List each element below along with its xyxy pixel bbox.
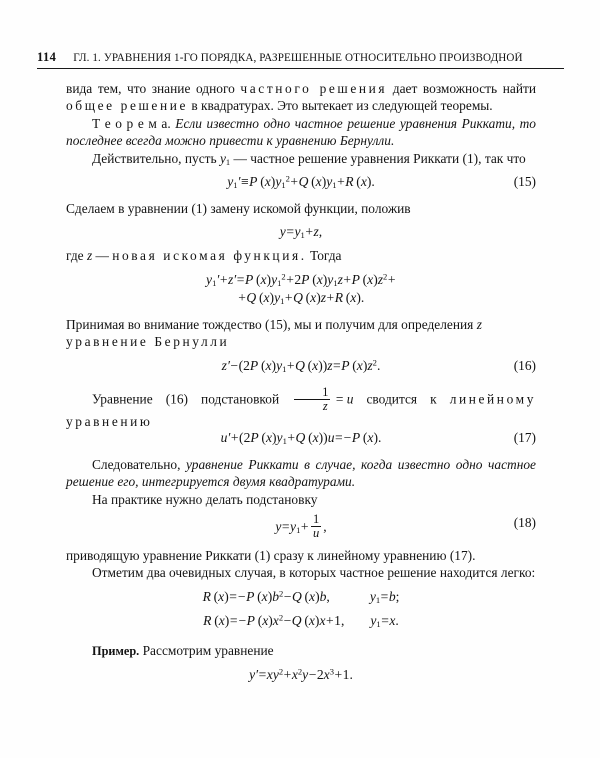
fraction-denominator: z [294,399,330,413]
running-head [37,50,564,69]
equation-18 [66,514,536,541]
var-y-subscript: 1 [225,156,231,167]
paragraph-bernoulli [66,316,536,351]
equation-case-1-lhs: R (x)=−P $(x)b^2-Q$ (x)b, [202,588,330,604]
paragraph-proof-start [66,150,536,167]
intro-emphasis-2: общее решение [66,98,189,114]
equation-16-number: (16) [513,357,536,373]
equation-expanded-line-1 [66,271,536,289]
equation-expanded-line-2 [66,289,536,307]
theorem-label: Т е о р е м а. [92,115,171,131]
equation-15-body: $y_1'\equiv P$ $(x)y_1^2+Q$ $(x)y_1+R$ (x). [227,173,375,191]
chapter-title: ГЛ. 1. УРАВНЕНИЯ 1-ГО ПОРЯДКА, РАЗРЕШЕННЫЕ ОТНОСИТЕЛЬНО ПРОИЗВОДНОЙ [73,52,523,64]
equation-case-1 [66,588,536,606]
proof-text-before: Действительно, пусть [92,150,220,166]
intro-text-1: вида тем, что знание одного [66,81,241,96]
equation-case-2-row [203,612,399,630]
equation-case-1-row [203,588,400,606]
paragraph-obvious-cases: Отметим два очевидных случая, в которых частное решение находится легко: [92,565,536,581]
inline-var-y1 [220,151,230,166]
equation-example-body: $y'=xy^2+x^2y-2x^3+1$. [249,666,353,683]
equation-substitution-body: $y=y_1+z$, [279,224,323,241]
equation-case-2-lhs: R (x)=−P $(x)x^2-Q$ (x)x+1, [203,612,345,628]
conclusion-text-before: Следовательно, [92,456,187,472]
new-function-after: Тогда [306,248,342,264]
new-function-before: где [66,248,87,264]
new-function-emphasis: новая искомая функция. [112,248,307,264]
bernoulli-text-before: Принимая во внимание тождество (15), мы и получим для определения [66,316,477,332]
equation-case-2-rhs: $y_1=x$. [370,612,399,629]
example-text: Рассмотрим уравнение [142,642,274,658]
inline-var-z-2: z [476,316,482,332]
linear-text-mid: = u [332,391,354,407]
equation-17-body: u′+(2P $(x)y_1+Q$ (x))u=−P (x). [220,429,382,446]
example-heading [66,642,536,660]
equation-16-body: z′−(2P $(x)y_1+Q$ (x))z=P $(x)z^2$. [221,357,381,374]
intro-text-2: дает возможность найти [387,81,536,96]
theorem-paragraph [66,115,536,150]
equation-expanded-body-2: +Q $(x)y_1+Q$ (x)z+R (x). [238,289,365,306]
equation-18-body: $y=y_1+$ $\frac{1}{u}$ , [275,512,327,541]
paragraph-new-function: где z — новая искомая функция. Тогда [66,248,342,264]
conclusion-emphasis: уравнение Риккати в случае, когда известно одно частное решение его, интегрируется двумя квадратурами. [66,456,536,490]
fraction-18-numerator: 1 [313,512,320,527]
intro-text-3: в квадратурах. Это вытекает из следующей теоремы. [188,98,493,114]
equation-17 [66,429,536,447]
paragraph-substitution: Сделаем в уравнении (1) замену искомой функции, положив [66,201,411,217]
equation-case-2 [66,612,536,630]
equation-example [66,666,536,684]
example-label: Пример. [92,643,140,658]
paragraph-linear-reduction: Уравнение (16) подстановкой $\frac{1}{z}$ = u сводится к линейному уравнению [66,384,536,430]
page-number: 114 [37,50,57,64]
linear-emphasis: линейному уравнению [66,391,536,430]
equation-17-number: (17) [513,429,536,445]
equation-18-number: (18) [513,514,536,530]
linear-text-before: Уравнение (16) подстановкой [92,391,293,407]
bernoulli-emphasis: уравнение Бернулли [66,334,230,350]
inline-var-z: z [86,248,93,264]
equation-15 [66,173,536,191]
page-body [66,80,536,684]
intro-emphasis-1: частного решения [240,81,388,96]
equation-expanded-body-1: $y_1'+z'=P$ $(x)y_1^2+2P$ $(x)y_1z+P$ $(x)z^2+$ [206,271,396,288]
fraction-numerator: 1 [322,384,329,399]
inline-fraction-one-over-z [294,386,330,413]
equation-case-1-rhs: $y_1=b$; [369,588,400,605]
paragraph-practice: На практике нужно делать подстановку [92,491,318,507]
paragraph-conclusion [66,456,536,491]
theorem-statement: Если известно одно частное решение уравнения Риккати, то последнее всегда можно привести к уравнению Бернулли. [66,115,536,149]
fraction-18-denominator: u [313,526,320,541]
equation-substitution [66,223,536,241]
paragraph-leads-to: приводящую уравнение Риккати (1) сразу к линейному уравнению (17). [66,547,476,563]
paragraph-intro [66,80,536,115]
fraction-one-over-u [311,513,321,540]
equation-15-number: (15) [513,174,536,190]
var-y: y [219,150,226,166]
equation-16 [66,357,536,375]
proof-text-after: — частное решение уравнения Риккати (1), так что [230,150,526,166]
